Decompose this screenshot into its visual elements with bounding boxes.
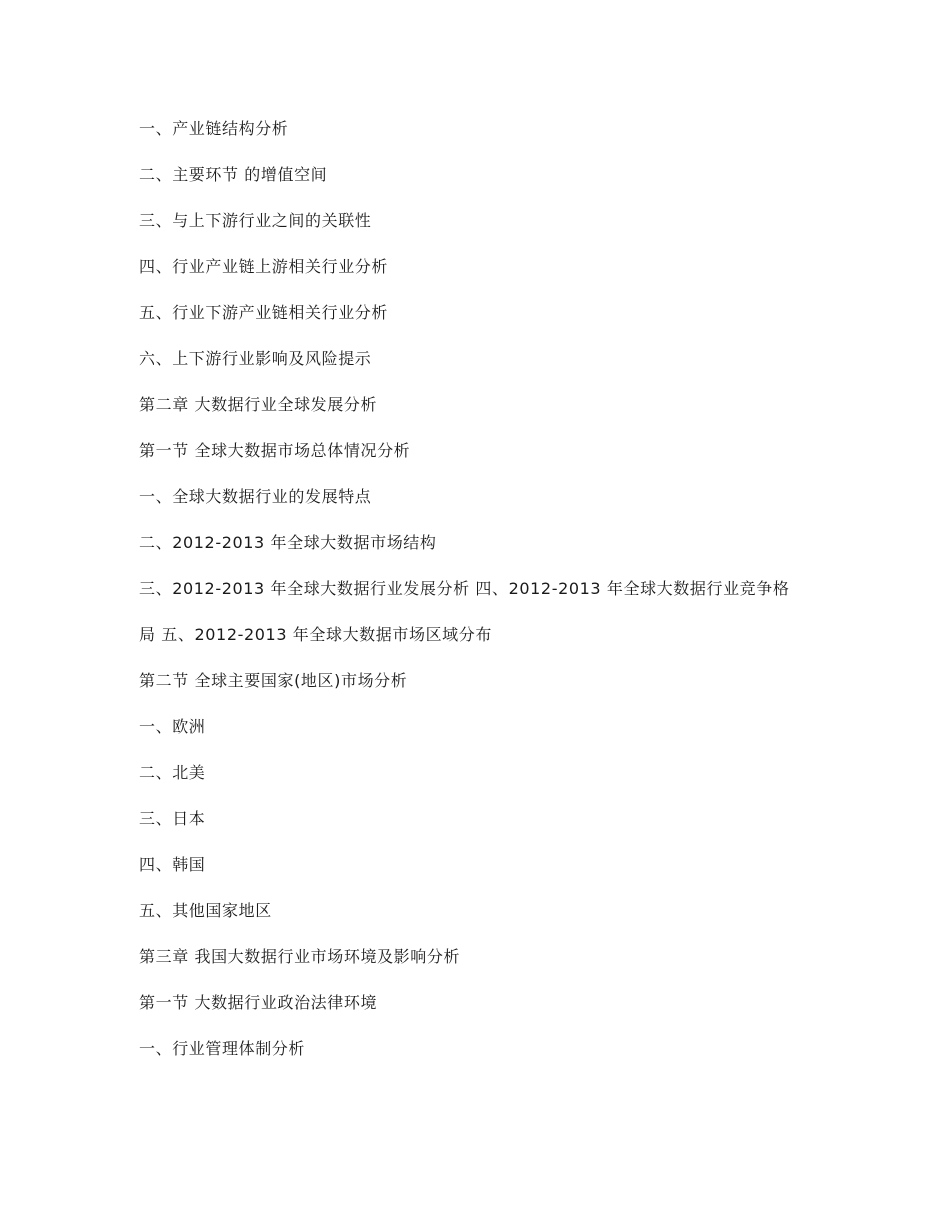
toc-line-global-development-and-competition: 三、2012-2013 年全球大数据行业发展分析 四、2012-2013 年全球大数据行业竞争格	[139, 579, 790, 598]
toc-line-industry-chain-structure: 一、产业链结构分析	[139, 119, 289, 138]
toc-line-global-characteristics: 一、全球大数据行业的发展特点	[139, 487, 372, 506]
toc-line-north-america: 二、北美	[139, 763, 206, 782]
toc-line-europe: 一、欧洲	[139, 717, 206, 736]
toc-line-management-system: 一、行业管理体制分析	[139, 1039, 306, 1058]
toc-line-chapter-2: 第二章 大数据行业全球发展分析	[139, 395, 378, 414]
toc-line-other-regions: 五、其他国家地区	[139, 901, 272, 920]
toc-line-ch2-section-1: 第一节 全球大数据市场总体情况分析	[139, 441, 411, 460]
toc-line-upstream-industry-analysis: 四、行业产业链上游相关行业分析	[139, 257, 389, 276]
toc-line-global-market-structure: 二、2012-2013 年全球大数据市场结构	[139, 533, 437, 552]
toc-line-chapter-3: 第三章 我国大数据行业市场环境及影响分析	[139, 947, 461, 966]
toc-line-global-regional-distribution: 局 五、2012-2013 年全球大数据市场区域分布	[139, 625, 492, 644]
toc-line-japan: 三、日本	[139, 809, 206, 828]
toc-line-ch2-section-2: 第二节 全球主要国家(地区)市场分析	[139, 671, 408, 690]
toc-line-ch3-section-1: 第一节 大数据行业政治法律环境	[139, 993, 378, 1012]
toc-line-value-added-space: 二、主要环节 的增值空间	[139, 165, 328, 184]
toc-line-korea: 四、韩国	[139, 855, 206, 874]
table-of-contents	[139, 118, 819, 1084]
toc-line-upstream-downstream-relevance: 三、与上下游行业之间的关联性	[139, 211, 372, 230]
toc-line-downstream-industry-analysis: 五、行业下游产业链相关行业分析	[139, 303, 389, 322]
toc-line-impact-and-risk: 六、上下游行业影响及风险提示	[139, 349, 372, 368]
